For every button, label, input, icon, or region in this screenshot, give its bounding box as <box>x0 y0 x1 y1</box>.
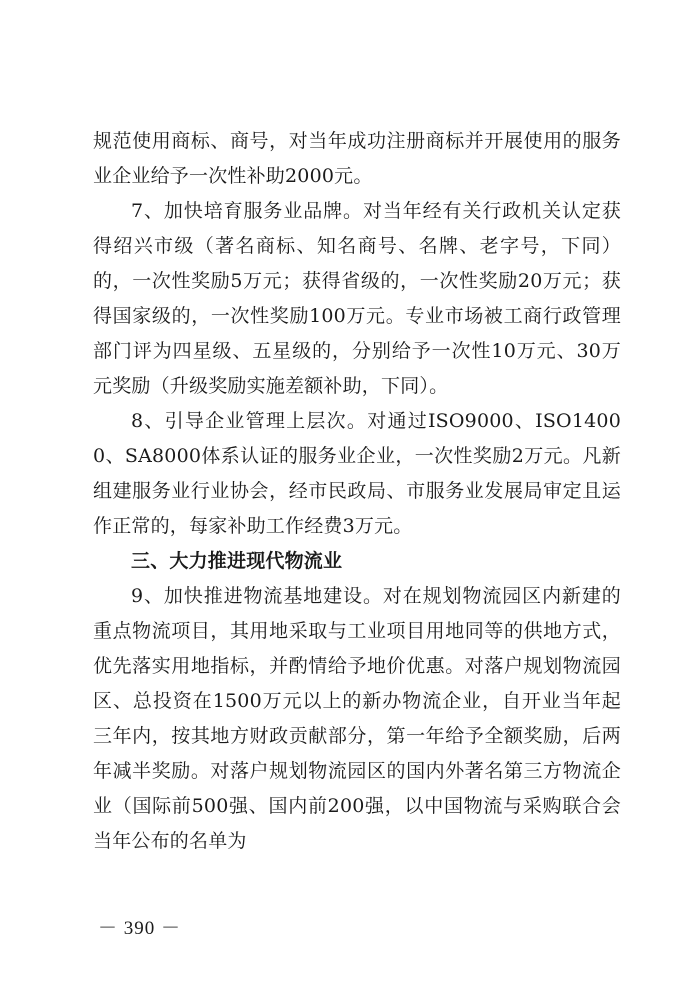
paragraph-continuation: 规范使用商标、商号，对当年成功注册商标并开展使用的服务业企业给予一次性补助2000元。 <box>93 130 621 187</box>
paragraph-item-8: 8、引导企业管理上层次。对通过ISO9000、ISO14000、SA8000体系认证的服务业企业，一次性奖励2万元。凡新组建服务业行业协会，经市民政局、市服务业发展局审定且运作正常的，每家补助工作经费3万元。 <box>93 410 621 537</box>
document-body <box>93 124 621 859</box>
section-heading: 三、大力推进现代物流业 <box>131 550 343 572</box>
paragraph-item-9: 9、加快推进物流基地建设。对在规划物流园区内新建的重点物流项目，其用地采取与工业项目用地同等的供地方式，优先落实用地指标，并酌情给予地价优惠。对落户规划物流园区、总投资在1500万元以上的新办物流企业，自开业当年起三年内，按其地方财政贡献部分，第一年给予全额奖励，后两年减半奖励。对落户规划物流园区的国内外著名第三方物流企业（国际前500强、国内前200强，以中国物流与采购联合会当年公布的名单为 <box>93 585 621 852</box>
page-number: － 390 － <box>98 918 182 939</box>
paragraph-item-7: 7、加快培育服务业品牌。对当年经有关行政机关认定获得绍兴市级（著名商标、知名商号、名牌、老字号，下同）的，一次性奖励5万元；获得省级的，一次性奖励20万元；获得国家级的，一次性奖励100万元。专业市场被工商行政管理部门评为四星级、五星级的，分别给予一次性10万元、30万元奖励（升级奖励实施差额补助，下同）。 <box>93 200 621 397</box>
